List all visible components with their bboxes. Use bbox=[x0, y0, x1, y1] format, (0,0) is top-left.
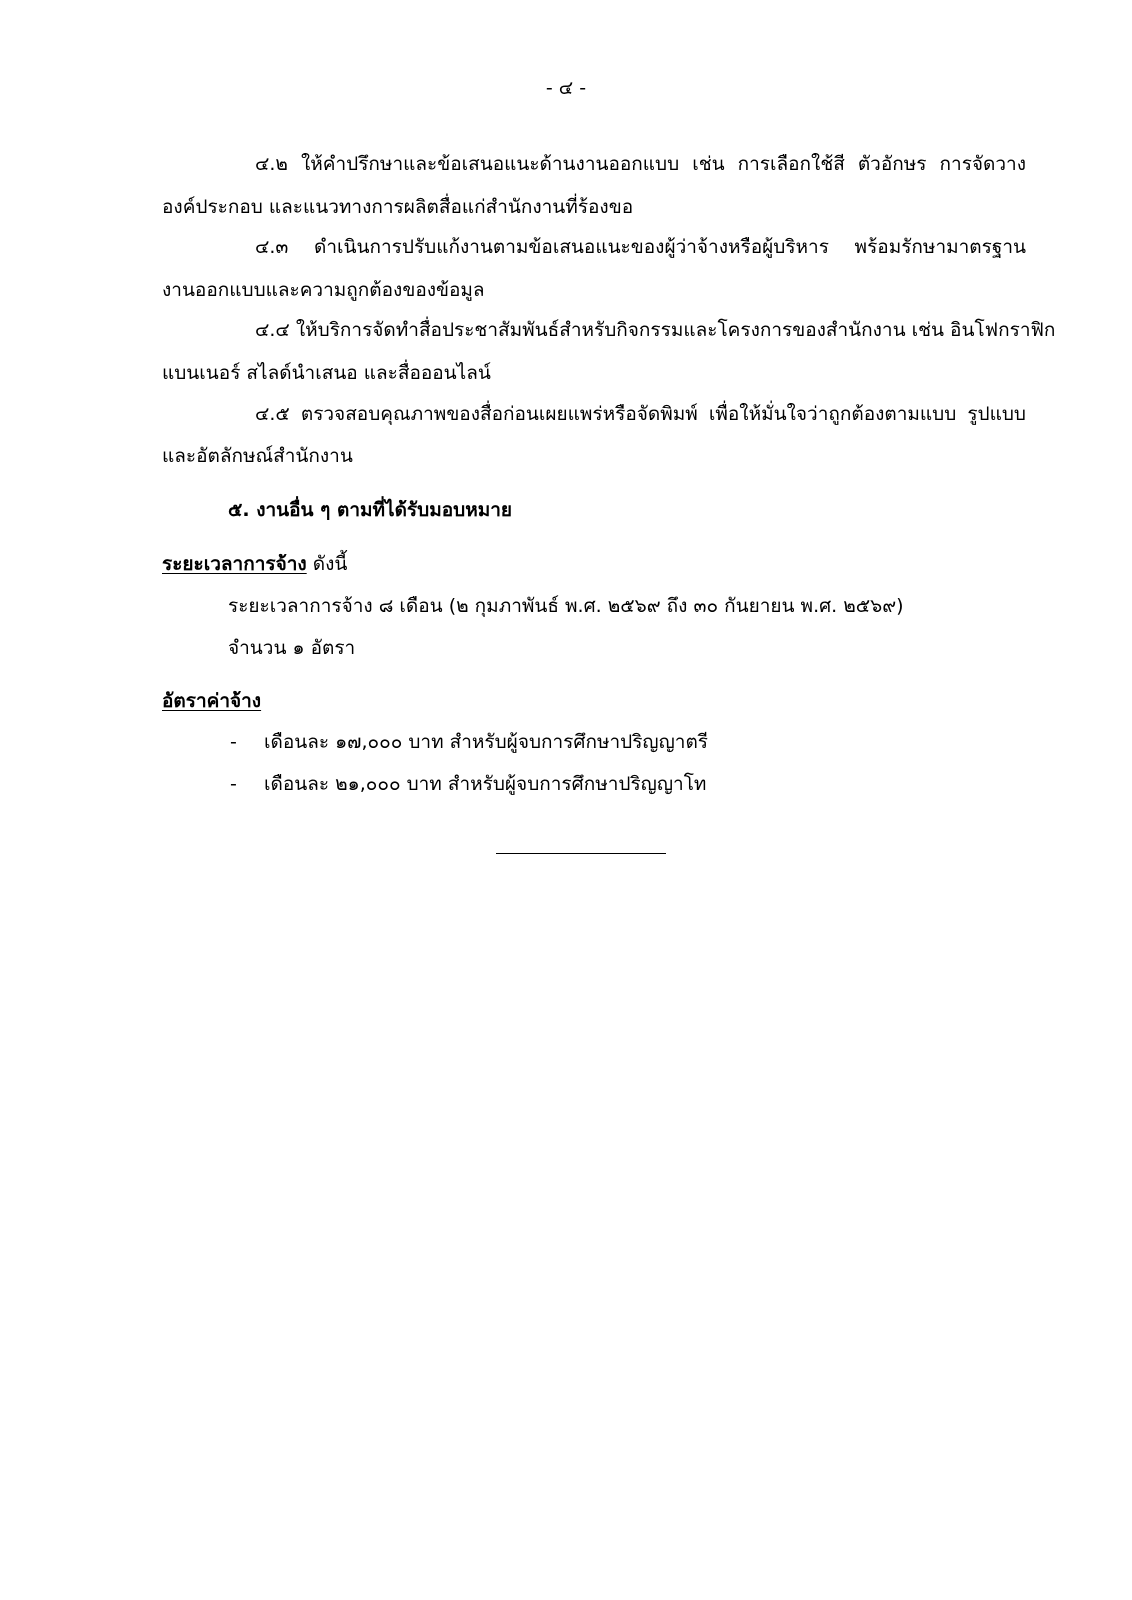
position-count: จำนวน ๑ อัตรา bbox=[228, 637, 356, 659]
item-4-4-line-2: แบนเนอร์ สไลด์นำเสนอ และสื่อออนไลน์ bbox=[162, 362, 491, 384]
duration-heading-line bbox=[162, 550, 347, 578]
duration-heading: ระยะเวลาการจ้าง bbox=[162, 553, 307, 575]
page-number: - ๔ - bbox=[545, 77, 587, 99]
wage-rate-master: เดือนละ ๒๑,๐๐๐ บาท สำหรับผู้จบการศึกษาปริญญาโท bbox=[264, 773, 707, 795]
wage-heading: อัตราค่าจ้าง bbox=[162, 690, 262, 712]
wage-bullet: - bbox=[230, 773, 237, 795]
end-divider bbox=[496, 853, 666, 854]
item-4-5-line-1: ๔.๕ ตรวจสอบคุณภาพของสื่อก่อนเผยแพร่หรือจัดพิมพ์ เพื่อให้มั่นใจว่าถูกต้องตามแบบ รูปแบบ bbox=[255, 403, 1026, 425]
item-4-2-line-2: องค์ประกอบ และแนวทางการผลิตสื่อแก่สำนักงานที่ร้องขอ bbox=[162, 196, 634, 218]
section-5-heading: ๕. งานอื่น ๆ ตามที่ได้รับมอบหมาย bbox=[228, 499, 513, 521]
item-4-4-line-1: ๔.๔ ให้บริการจัดทำสื่อประชาสัมพันธ์สำหรับกิจกรรมและโครงการของสำนักงาน เช่น อินโฟกราฟิก bbox=[255, 319, 1056, 341]
duration-period: ระยะเวลาการจ้าง ๘ เดือน (๒ กุมภาพันธ์ พ.ศ. ๒๕๖๙ ถึง ๓๐ กันยายน พ.ศ. ๒๕๖๙) bbox=[228, 595, 904, 617]
item-4-3-line-1: ๔.๓ ดำเนินการปรับแก้งานตามข้อเสนอแนะของผู้ว่าจ้างหรือผู้บริหาร พร้อมรักษามาตรฐาน bbox=[255, 236, 1026, 258]
item-4-3-line-2: งานออกแบบและความถูกต้องของข้อมูล bbox=[162, 279, 485, 301]
wage-bullet: - bbox=[230, 731, 237, 753]
duration-heading-suffix: ดังนี้ bbox=[312, 553, 348, 575]
wage-rate-bachelor: เดือนละ ๑๗,๐๐๐ บาท สำหรับผู้จบการศึกษาปริญญาตรี bbox=[264, 731, 709, 753]
item-4-5-line-2: และอัตลักษณ์สำนักงาน bbox=[162, 445, 353, 467]
item-4-2-line-1: ๔.๒ ให้คำปรึกษาและข้อเสนอแนะด้านงานออกแบบ เช่น การเลือกใช้สี ตัวอักษร การจัดวาง bbox=[255, 153, 1026, 175]
